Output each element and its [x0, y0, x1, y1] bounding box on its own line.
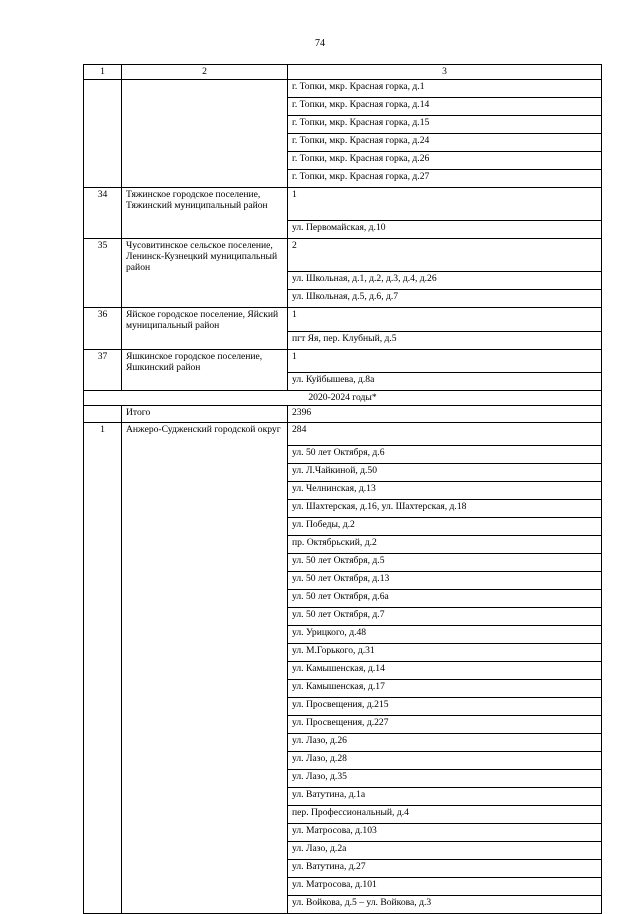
address-cell: ул. Лазо, д.35: [288, 770, 602, 788]
total-value: 2396: [288, 406, 602, 423]
row-number: 36: [84, 308, 122, 350]
address-cell: ул. Просвещения, д.227: [288, 716, 602, 734]
total-label: Итого: [122, 406, 288, 423]
table-row: [84, 80, 602, 98]
address-cell: ул. Войкова, д.5 – ул. Войкова, д.3: [288, 896, 602, 914]
address-cell: ул. Камышенская, д.17: [288, 680, 602, 698]
row-number: 37: [84, 350, 122, 391]
address-cell: ул. Ватутина, д.27: [288, 860, 602, 878]
house-count: 284: [288, 423, 602, 446]
address-cell: г. Топки, мкр. Красная горка, д.14: [288, 98, 602, 116]
table-row: [84, 423, 602, 446]
address-cell: ул. Победы, д.2: [288, 518, 602, 536]
table-row: [84, 188, 602, 221]
address-cell: ул. Школьная, д.1, д.2, д.3, д.4, д.26: [288, 272, 602, 290]
house-count: 2: [288, 239, 602, 272]
table-row: [84, 308, 602, 332]
municipality-name: Тяжинское городское поселение, Тяжинский муниципальный район: [122, 188, 288, 239]
address-cell: ул. Просвещения, д.215: [288, 698, 602, 716]
address-cell: ул. Урицкого, д.48: [288, 626, 602, 644]
page-number: 74: [315, 38, 325, 49]
section-title: 2020-2024 годы*: [84, 391, 602, 406]
address-cell: пер. Профессиональный, д.4: [288, 806, 602, 824]
address-cell: г. Топки, мкр. Красная горка, д.26: [288, 152, 602, 170]
address-cell: ул. Матросова, д.103: [288, 824, 602, 842]
address-cell: ул. Школьная, д.5, д.6, д.7: [288, 290, 602, 308]
address-cell: пр. Октябрьский, д.2: [288, 536, 602, 554]
address-cell: ул. 50 лет Октября, д.13: [288, 572, 602, 590]
total-row: [84, 406, 602, 423]
address-cell: ул. 50 лет Октября, д.6а: [288, 590, 602, 608]
municipality-empty: [122, 80, 288, 188]
address-cell: ул. Лазо, д.28: [288, 752, 602, 770]
house-count: 1: [288, 350, 602, 373]
header-col-2: 2: [122, 65, 288, 80]
address-cell: ул. Л.Чайкиной, д.50: [288, 464, 602, 482]
address-cell: ул. Ватутина, д.1а: [288, 788, 602, 806]
address-cell: ул. Первомайская, д.10: [288, 221, 602, 239]
municipality-name: Анжеро-Судженский городской округ: [122, 423, 288, 914]
address-cell: ул. Лазо, д.2а: [288, 842, 602, 860]
address-cell: ул. 50 лет Октября, д.7: [288, 608, 602, 626]
address-cell: г. Топки, мкр. Красная горка, д.15: [288, 116, 602, 134]
row-number: 34: [84, 188, 122, 239]
section-row: [84, 391, 602, 406]
address-cell: пгт Яя, пер. Клубный, д.5: [288, 332, 602, 350]
housing-table: [83, 64, 602, 914]
address-cell: г. Топки, мкр. Красная горка, д.24: [288, 134, 602, 152]
address-cell: ул. Камышенская, д.14: [288, 662, 602, 680]
municipality-name: Чусовитинское сельское поселение, Ленинск-Кузнецкий муниципальный район: [122, 239, 288, 308]
house-count: 1: [288, 188, 602, 221]
address-cell: ул. Челнинская, д.13: [288, 482, 602, 500]
table-row: [84, 239, 602, 272]
address-cell: г. Топки, мкр. Красная горка, д.27: [288, 170, 602, 188]
total-number-empty: [84, 406, 122, 423]
house-count: 1: [288, 308, 602, 332]
row-number: 1: [84, 423, 122, 914]
row-number-empty: [84, 80, 122, 188]
header-col-1: 1: [84, 65, 122, 80]
address-cell: ул. Лазо, д.26: [288, 734, 602, 752]
row-number: 35: [84, 239, 122, 308]
table-row: [84, 350, 602, 373]
municipality-name: Яйское городское поселение, Яйский муниципальный район: [122, 308, 288, 350]
address-cell: ул. 50 лет Октября, д.6: [288, 446, 602, 464]
address-cell: ул. 50 лет Октября, д.5: [288, 554, 602, 572]
table-header-row: [84, 65, 602, 80]
address-cell: ул. М.Горького, д.31: [288, 644, 602, 662]
header-col-3: 3: [288, 65, 602, 80]
municipality-name: Яшкинское городское поселение, Яшкинский район: [122, 350, 288, 391]
address-cell: ул. Шахтерская, д.16, ул. Шахтерская, д.18: [288, 500, 602, 518]
address-cell: ул. Куйбышева, д.8а: [288, 373, 602, 391]
address-cell: ул. Матросова, д.101: [288, 878, 602, 896]
address-cell: г. Топки, мкр. Красная горка, д.1: [288, 80, 602, 98]
